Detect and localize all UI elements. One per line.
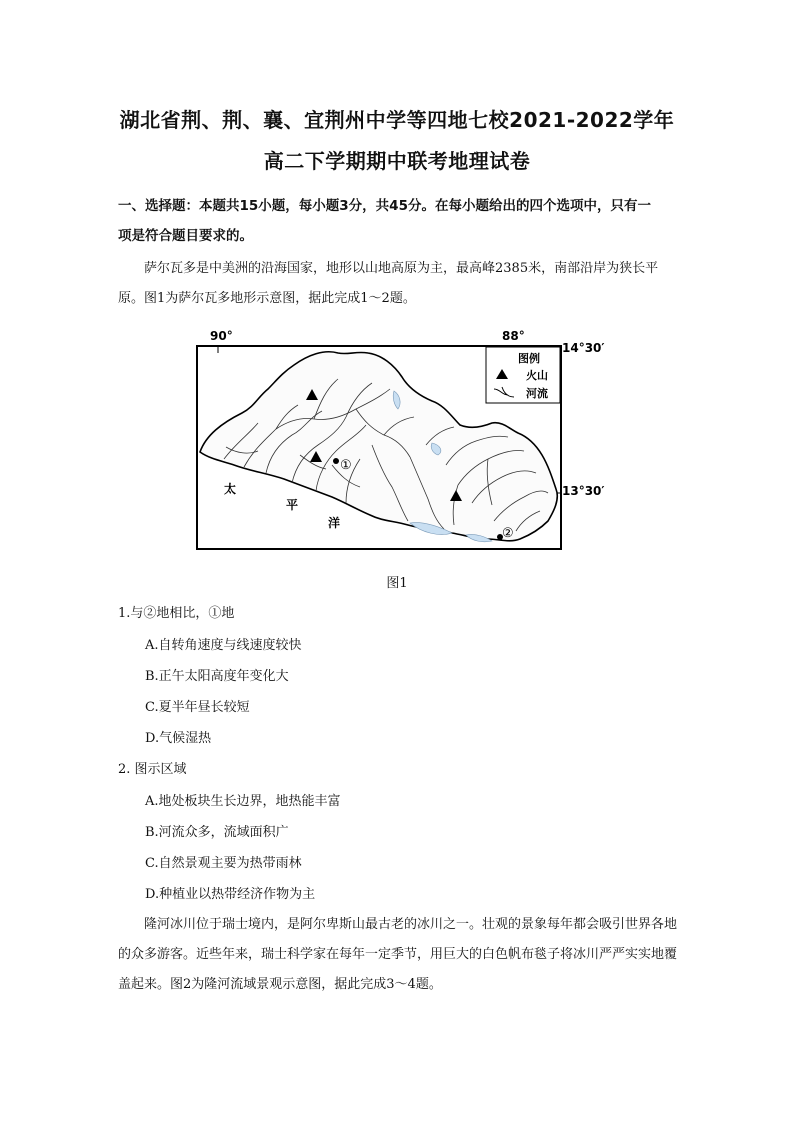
ocean-label-char1: 太 bbox=[224, 482, 237, 496]
lon-left-label: 90° bbox=[210, 329, 233, 343]
lat-top-label: 14°30′ bbox=[562, 341, 605, 355]
question-1-option-a: A.自转角速度与线速度较快 bbox=[145, 638, 302, 653]
legend-title: 图例 bbox=[518, 352, 540, 365]
exam-title-line1: 湖北省荆、荆、襄、宜荆州中学等四地七校2021-2022学年 bbox=[119, 108, 675, 132]
lon-right-label: 88° bbox=[502, 329, 525, 343]
figure1-map bbox=[196, 325, 605, 551]
question-1-option-c: C.夏半年昼长较短 bbox=[145, 700, 250, 715]
question-1-option-d: D.气候湿热 bbox=[145, 731, 212, 746]
question-2-option-c: C.自然景观主要为热带雨林 bbox=[145, 856, 302, 871]
intro-paragraph-2: 隆河冰川位于瑞士境内，是阿尔卑斯山最古老的冰川之一。壮观的景象每年都会吸引世界各地的众多游客。近些年来，瑞士科学家在每年一定季节，用巨大的白色帆布毯子将冰川严严实实地覆盖起来。图2为隆河流域景观示意图，据此完成3～4题。 bbox=[118, 917, 678, 992]
question-1-option-b: B.正午太阳高度年变化大 bbox=[145, 669, 289, 684]
lat-bottom-label: 13°30′ bbox=[562, 484, 605, 498]
ocean-label-char3: 洋 bbox=[328, 516, 341, 530]
location-marker-1: ① bbox=[340, 458, 352, 473]
question-2-option-b: B.河流众多，流域面积广 bbox=[145, 825, 289, 840]
question-1-stem: 1.与②地相比，①地 bbox=[118, 606, 235, 621]
section-heading-line1: 一、选择题：本题共15小题，每小题3分，共45分。在每小题给出的四个选项中，只有一 bbox=[118, 198, 651, 214]
question-2-option-d: D.种植业以热带经济作物为主 bbox=[145, 887, 316, 902]
section-heading-line2: 项是符合题目要求的。 bbox=[118, 228, 253, 244]
location-marker-2: ② bbox=[502, 526, 514, 541]
legend-volcano-label: 火山 bbox=[526, 369, 548, 382]
ocean-label-char2: 平 bbox=[286, 498, 299, 512]
question-2-option-a: A.地处板块生长边界，地热能丰富 bbox=[145, 794, 341, 809]
legend-river-label: 河流 bbox=[526, 387, 548, 400]
question-2-stem: 2. 图示区域 bbox=[118, 762, 187, 777]
intro-paragraph-1: 萨尔瓦多是中美洲的沿海国家，地形以山地高原为主，最高峰2385米，南部沿岸为狭长平原。图1为萨尔瓦多地形示意图，据此完成1～2题。 bbox=[118, 261, 659, 306]
exam-title-line2: 高二下学期期中联考地理试卷 bbox=[263, 149, 531, 173]
map-legend bbox=[486, 347, 560, 403]
figure1-map-svg bbox=[196, 325, 605, 551]
location-dot-1 bbox=[333, 458, 339, 464]
figure1-caption: 图1 bbox=[386, 576, 408, 591]
